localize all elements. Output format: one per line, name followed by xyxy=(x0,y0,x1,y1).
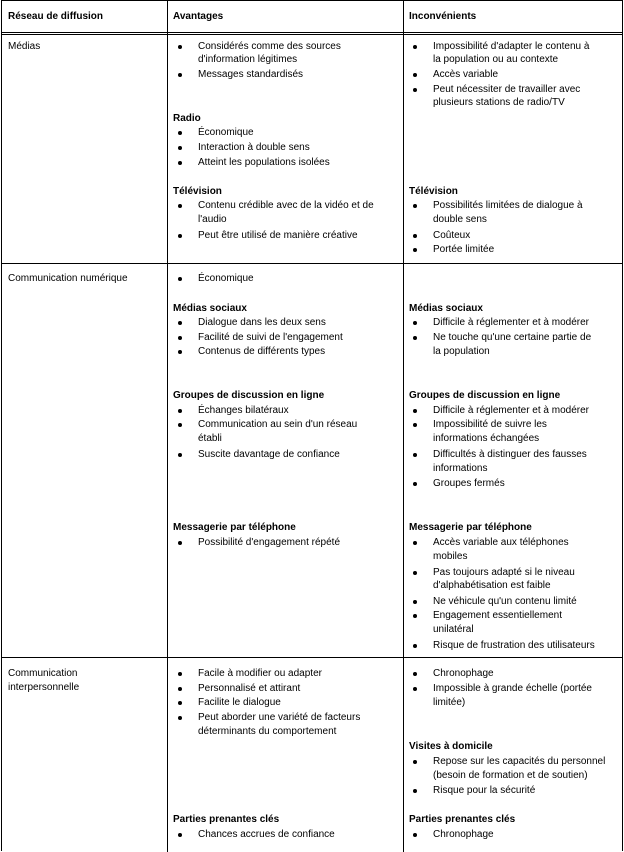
row-label-media: Médias xyxy=(8,41,41,52)
list-item: double sens xyxy=(433,214,487,225)
list-item: informations xyxy=(433,463,488,474)
list-item: Difficile à réglementer et à modérer xyxy=(433,405,589,416)
list-item: Chronophage xyxy=(433,668,494,679)
bullet xyxy=(413,571,417,575)
list-item: Facilite le dialogue xyxy=(198,697,281,708)
list-item: Dialogue dans les deux sens xyxy=(198,317,326,328)
bullet xyxy=(413,614,417,618)
list-item: Groupes fermés xyxy=(433,478,505,489)
bullet xyxy=(178,73,182,77)
list-item: la population ou au contexte xyxy=(433,54,559,65)
column-divider xyxy=(167,1,168,852)
list-item: Contenu crédible avec de la vidéo et de xyxy=(198,200,374,211)
bullet xyxy=(178,409,182,413)
bullet xyxy=(413,833,417,837)
list-item: établi xyxy=(198,433,222,444)
bullet xyxy=(178,453,182,457)
list-item: Peut être utilisé de manière créative xyxy=(198,230,358,241)
list-item: Portée limitée xyxy=(433,244,495,255)
bullet xyxy=(178,45,182,49)
bullet xyxy=(413,687,417,691)
list-item: la population xyxy=(433,346,490,357)
list-item: Interaction à double sens xyxy=(198,142,310,153)
list-item: Économique xyxy=(198,273,254,284)
subsection-title: Médias sociaux xyxy=(173,303,247,314)
header-network: Réseau de diffusion xyxy=(8,11,104,22)
bullet xyxy=(178,672,182,676)
subsection-title: Radio xyxy=(173,113,201,124)
list-item: déterminants du comportement xyxy=(198,726,337,737)
row-label-digital: Communication numérique xyxy=(8,273,128,284)
list-item: Difficile à réglementer et à modérer xyxy=(433,317,589,328)
subsection-title: Parties prenantes clés xyxy=(173,814,280,825)
list-item: Peut aborder une variété de facteurs xyxy=(198,712,361,723)
list-item: Ne véhicule qu'un contenu limité xyxy=(433,596,577,607)
list-item: Messages standardisés xyxy=(198,69,304,80)
list-item: Communication au sein d'un réseau xyxy=(198,419,358,430)
subsection-title: Télévision xyxy=(173,186,222,197)
list-item: Accès variable aux téléphones xyxy=(433,537,569,548)
subsection-title: Messagerie par téléphone xyxy=(173,522,296,533)
list-item: Risque de frustration des utilisateurs xyxy=(433,640,595,651)
bullet xyxy=(178,204,182,208)
bullet xyxy=(413,45,417,49)
list-item: Atteint les populations isolées xyxy=(198,157,330,168)
bullet xyxy=(413,423,417,427)
bullet xyxy=(178,277,182,281)
list-item: (besoin de formation et de soutien) xyxy=(433,770,588,781)
list-item: Considérés comme des sources xyxy=(198,41,341,52)
list-item: Accès variable xyxy=(433,69,499,80)
list-item: Facile à modifier ou adapter xyxy=(198,668,322,679)
list-item: Chances accrues de confiance xyxy=(198,829,335,840)
bullet xyxy=(413,600,417,604)
bullet xyxy=(178,541,182,545)
list-item: Possibilité d'engagement répété xyxy=(198,537,341,548)
list-item: Impossibilité de suivre les xyxy=(433,419,547,430)
list-item: Chronophage xyxy=(433,829,494,840)
bullet xyxy=(413,789,417,793)
header-disadvantages: Inconvénients xyxy=(409,11,477,22)
list-item: Suscite davantage de confiance xyxy=(198,449,340,460)
list-item: Difficultés à distinguer des fausses xyxy=(433,449,587,460)
subsection-title: Télévision xyxy=(409,186,458,197)
bullet xyxy=(413,234,417,238)
bullet xyxy=(413,644,417,648)
bullet xyxy=(413,336,417,340)
column-divider xyxy=(403,1,404,852)
list-item: Contenus de différents types xyxy=(198,346,326,357)
list-item: Engagement essentiellement xyxy=(433,610,562,621)
list-item: Coûteux xyxy=(433,230,471,241)
bullet xyxy=(178,234,182,238)
list-item: d'information légitimes xyxy=(198,54,298,65)
bullet xyxy=(178,350,182,354)
subsection-title: Parties prenantes clés xyxy=(409,814,516,825)
list-item: Risque pour la sécurité xyxy=(433,785,536,796)
bullet xyxy=(413,73,417,77)
bullet xyxy=(178,833,182,837)
bullet xyxy=(178,146,182,150)
row-divider xyxy=(2,34,622,35)
subsection-title: Groupes de discussion en ligne xyxy=(173,390,325,401)
list-item: l'audio xyxy=(198,214,227,225)
bullet xyxy=(413,248,417,252)
row-divider xyxy=(2,263,622,264)
list-item: Échanges bilatéraux xyxy=(198,405,289,416)
list-item: Impossible à grande échelle (portée xyxy=(433,683,592,694)
bullet xyxy=(178,687,182,691)
list-item: d'alphabétisation est faible xyxy=(433,580,551,591)
bullet xyxy=(413,672,417,676)
bullet xyxy=(178,131,182,135)
list-item: Peut nécessiter de travailler avec xyxy=(433,84,581,95)
list-item: Économique xyxy=(198,127,254,138)
bullet xyxy=(178,423,182,427)
bullet xyxy=(413,204,417,208)
row-label-interpersonal: interpersonnelle xyxy=(8,682,80,693)
list-item: Pas toujours adapté si le niveau xyxy=(433,567,575,578)
bullet xyxy=(178,716,182,720)
list-item: mobiles xyxy=(433,551,468,562)
bullet xyxy=(413,541,417,545)
list-item: limitée) xyxy=(433,697,466,708)
row-divider xyxy=(2,32,622,33)
list-item: Possibilités limitées de dialogue à xyxy=(433,200,583,211)
comparison-table xyxy=(1,0,623,851)
bullet xyxy=(178,336,182,340)
bullet xyxy=(178,701,182,705)
list-item: Facilité de suivi de l'engagement xyxy=(198,332,343,343)
subsection-title: Groupes de discussion en ligne xyxy=(409,390,561,401)
bullet xyxy=(413,760,417,764)
bullet xyxy=(178,161,182,165)
bullet xyxy=(413,321,417,325)
list-item: unilatéral xyxy=(433,624,474,635)
subsection-title: Médias sociaux xyxy=(409,303,483,314)
list-item: Ne touche qu'une certaine partie de xyxy=(433,332,592,343)
subsection-title: Messagerie par téléphone xyxy=(409,522,532,533)
row-divider xyxy=(2,657,622,658)
header-advantages: Avantages xyxy=(173,11,224,22)
list-item: informations échangées xyxy=(433,433,540,444)
list-item: Repose sur les capacités du personnel xyxy=(433,756,606,767)
bullet xyxy=(413,409,417,413)
bullet xyxy=(413,88,417,92)
bullet xyxy=(413,453,417,457)
list-item: Personnalisé et attirant xyxy=(198,683,301,694)
bullet xyxy=(178,321,182,325)
list-item: Impossibilité d'adapter le contenu à xyxy=(433,41,590,52)
bullet xyxy=(413,482,417,486)
list-item: plusieurs stations de radio/TV xyxy=(433,97,565,108)
row-label-interpersonal: Communication xyxy=(8,668,78,679)
subsection-title: Visites à domicile xyxy=(409,741,493,752)
